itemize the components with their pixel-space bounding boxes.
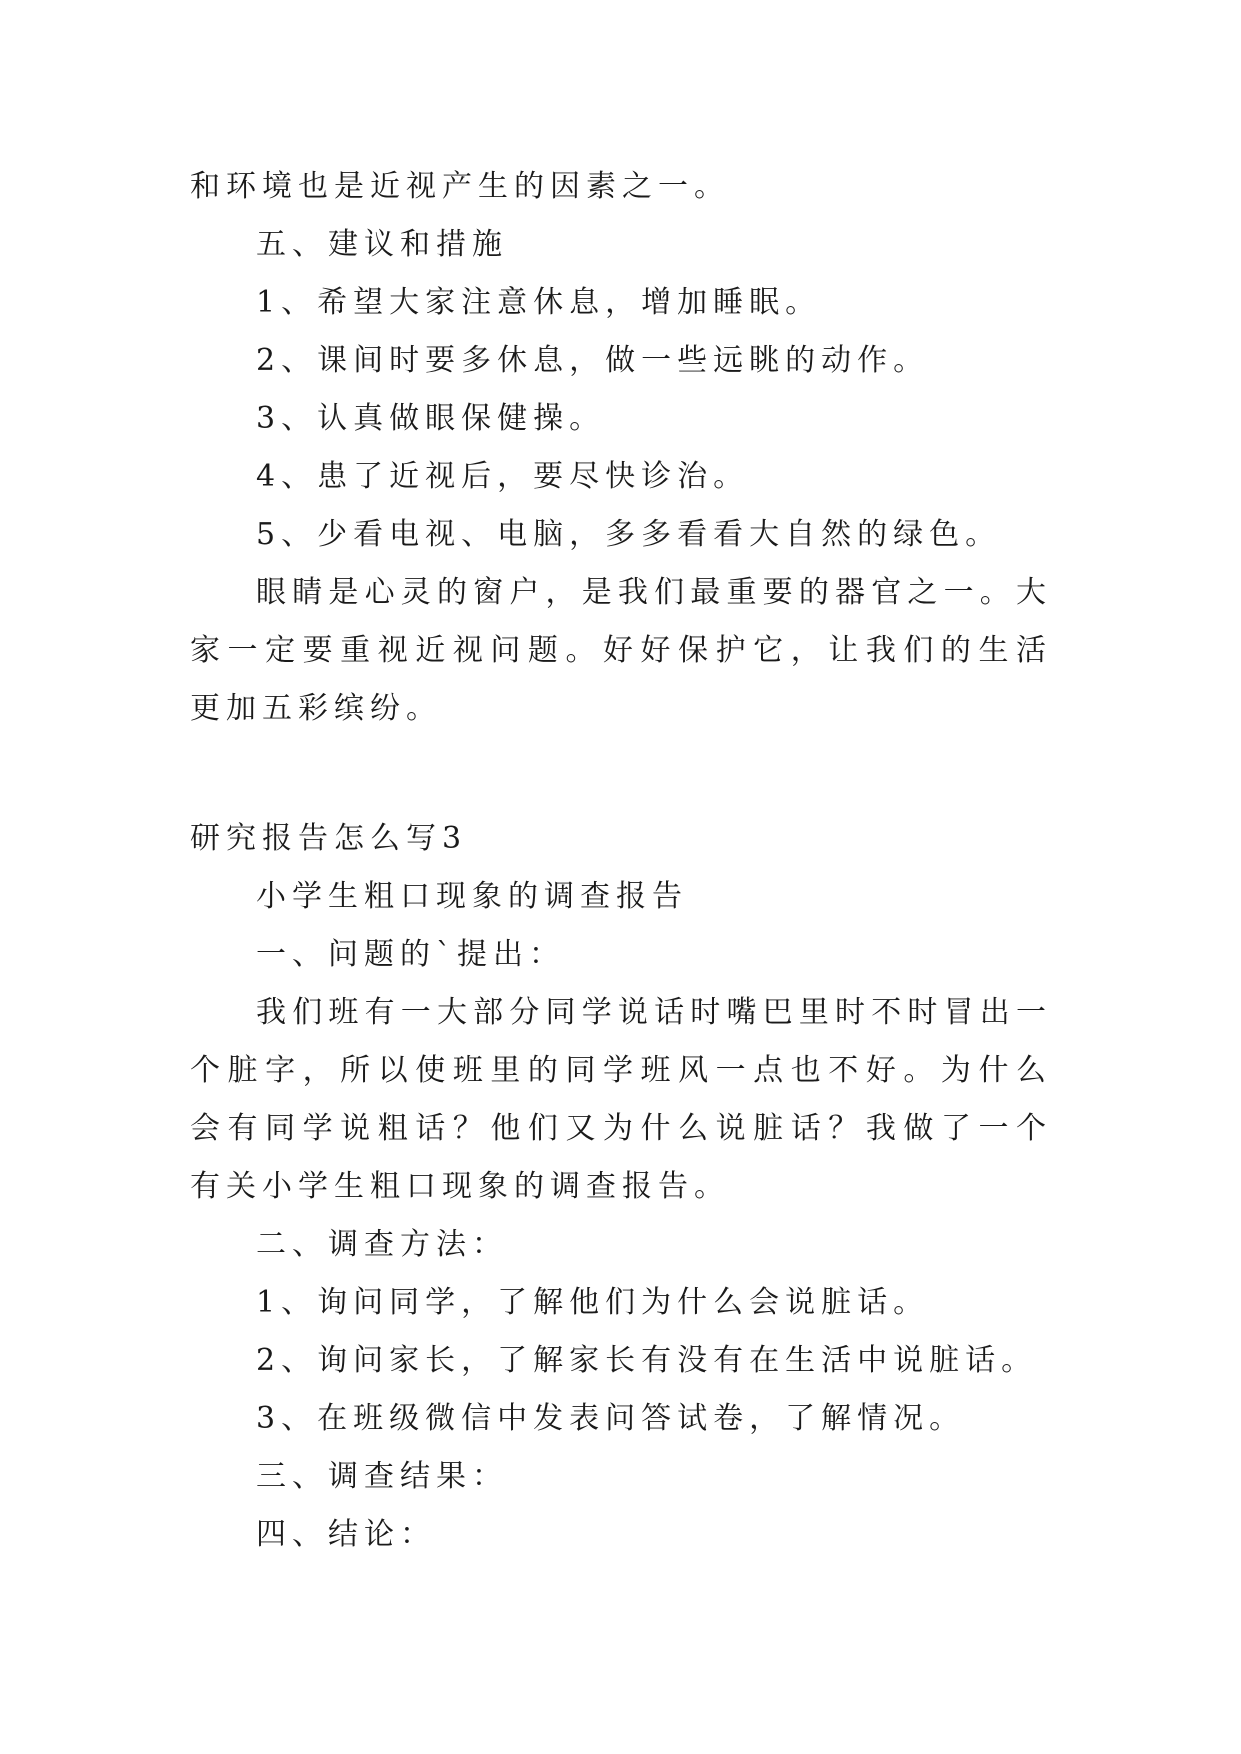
section-heading-suggestions: 五、建议和措施 [256,227,508,262]
section-heading-methods: 二、调查方法： [256,1227,508,1262]
list-item: 2、课间时要多休息，做一些远眺的动作。 [256,343,930,378]
list-item: 1、希望大家注意休息，增加睡眠。 [256,285,822,320]
section-heading-problem: 一、问题的`提出： [256,937,565,972]
intro-paragraph: 我们班有一大部分同学说话时嘴巴里时不时冒出一个脏字，所以使班里的同学班风一点也不好。为什么会有同学说粗话？他们又为什么说脏话？我做了一个有关小学生粗口现象的调查报告。 [190,995,1052,1204]
document-body [190,158,1052,1564]
report-subtitle: 小学生粗口现象的调查报告 [256,879,688,914]
section-spacer [190,738,1052,810]
list-item: 4、患了近视后，要尽快诊治。 [256,459,750,494]
continuation-text: 和环境也是近视产生的因素之一。 [190,169,730,204]
list-item: 2、询问家长，了解家长有没有在生活中说脏话。 [256,1343,1038,1378]
section-heading-conclusion: 四、结论： [256,1517,436,1552]
list-item: 1、询问同学，了解他们为什么会说脏话。 [256,1285,930,1320]
closing-paragraph: 眼睛是心灵的窗户，是我们最重要的器官之一。大家一定要重视近视问题。好好保护它，让我们的生活更加五彩缤纷。 [190,575,1052,726]
list-item: 3、在班级微信中发表问答试卷，了解情况。 [256,1401,966,1436]
report-title: 研究报告怎么写3 [190,821,468,856]
section-heading-results: 三、调查结果： [256,1459,508,1494]
list-item: 3、认真做眼保健操。 [256,401,606,436]
list-item: 5、少看电视、电脑，多多看看大自然的绿色。 [256,517,1002,552]
